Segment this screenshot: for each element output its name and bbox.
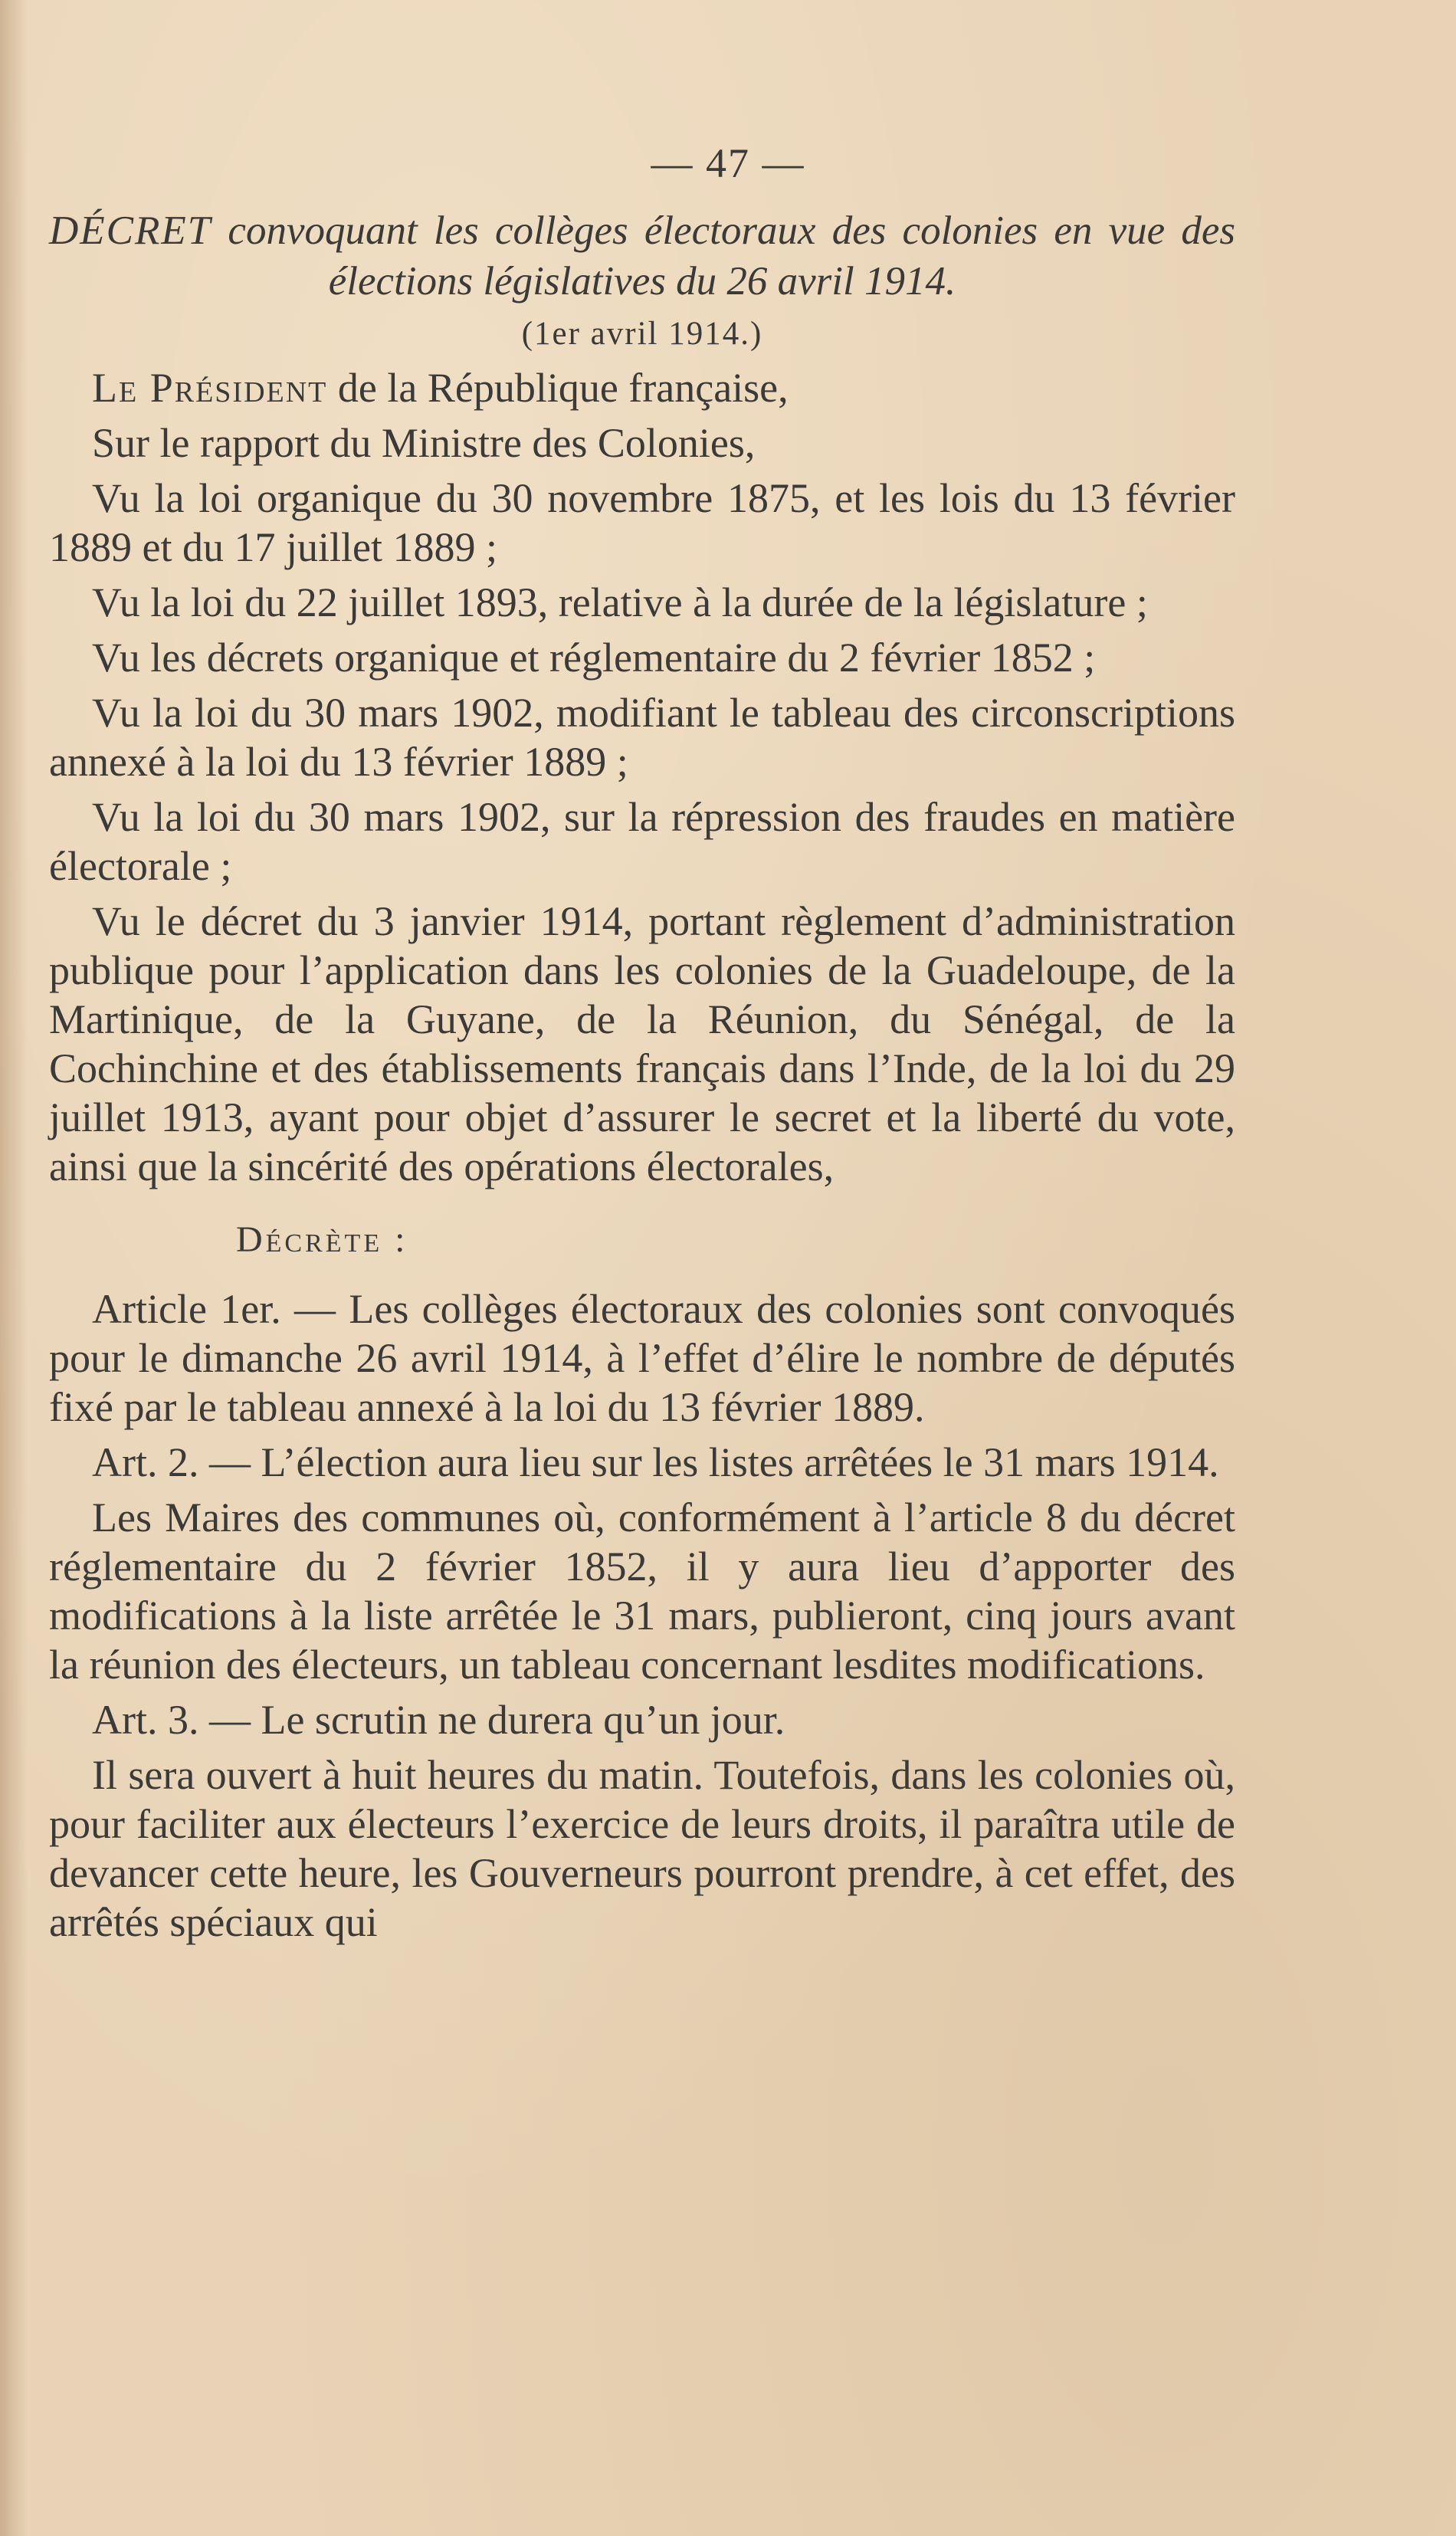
article-paragraph: Art. 2. — L’élection aura lieu sur les listes arrêtées le 31 mars 1914. bbox=[92, 1439, 1219, 1485]
decree-date: (1er avril 1914.) bbox=[521, 316, 763, 352]
decrete-heading: Décrète : bbox=[236, 1219, 408, 1260]
decree-title bbox=[49, 205, 1235, 307]
preamble-paragraph: Vu le décret du 3 janvier 1914, portant règlement d’administration publique pour l’application dans les colonies de la Guadeloupe, de la Martinique, de la Guyane, de la Réunion, du Sénégal, de la Cochinchine et des établissements français dans l’Inde, de la loi du 29 juillet 1913, ayant pour objet d’assurer le secret et la liberté du vote, ainsi que la sincérité des opérations électorales, bbox=[49, 898, 1235, 1189]
article-paragraph: Il sera ouvert à huit heures du matin. Toutefois, dans les colonies où, pour faciliter aux électeurs l’exercice de leurs droits, il paraîtra utile de devancer cette heure, les Gouverneurs pourront prendre, à cet effet, des arrêtés spéciaux qui bbox=[49, 1752, 1235, 1945]
preamble-paragraph: Vu les décrets organique et réglementaire du 2 février 1852 ; bbox=[92, 635, 1096, 681]
article-paragraph: Art. 3. — Le scrutin ne durera qu’un jour. bbox=[92, 1697, 785, 1743]
page-number: — 47 — bbox=[651, 140, 805, 186]
document-body bbox=[49, 205, 1235, 1953]
president-lead: Le Président bbox=[92, 365, 328, 411]
preamble-paragraph: Vu la loi du 30 mars 1902, sur la répression des fraudes en matière électorale ; bbox=[49, 794, 1235, 889]
preamble-paragraph: Vu la loi organique du 30 novembre 1875, et les lois du 13 février 1889 et du 17 juillet 1889 ; bbox=[49, 475, 1235, 570]
page-edge-shadow bbox=[0, 0, 28, 2536]
decree-title-rest: convoquant les collèges électoraux des colonies en vue des élections législatives du 26 avril 1914. bbox=[212, 208, 1235, 303]
article-paragraph: Les Maires des communes où, conformément à l’article 8 du décret réglementaire du 2 février 1852, il y aura lieu d’apporter des modifications à la liste arrêtée le 31 mars, publieront, cinq jours avant la réunion des électeurs, un tableau concernant lesdites modifications. bbox=[49, 1494, 1235, 1688]
preamble-paragraph: Vu la loi du 30 mars 1902, modifiant le tableau des circonscriptions annexé à la loi du 13 février 1889 ; bbox=[49, 690, 1235, 785]
president-paragraph bbox=[49, 363, 1235, 412]
article-paragraph: Article 1er. — Les collèges électoraux des colonies sont convoqués pour le dimanche 26 avril 1914, à l’effet d’élire le nombre de députés fixé par le tableau annexé à la loi du 13 février 1889. bbox=[49, 1286, 1235, 1430]
decree-title-lead: DÉCRET bbox=[49, 208, 212, 253]
preamble-paragraph: Sur le rapport du Ministre des Colonies, bbox=[92, 420, 756, 466]
president-rest: de la République française, bbox=[327, 365, 789, 411]
preamble-paragraph: Vu la loi du 22 juillet 1893, relative à la durée de la législature ; bbox=[92, 579, 1148, 625]
